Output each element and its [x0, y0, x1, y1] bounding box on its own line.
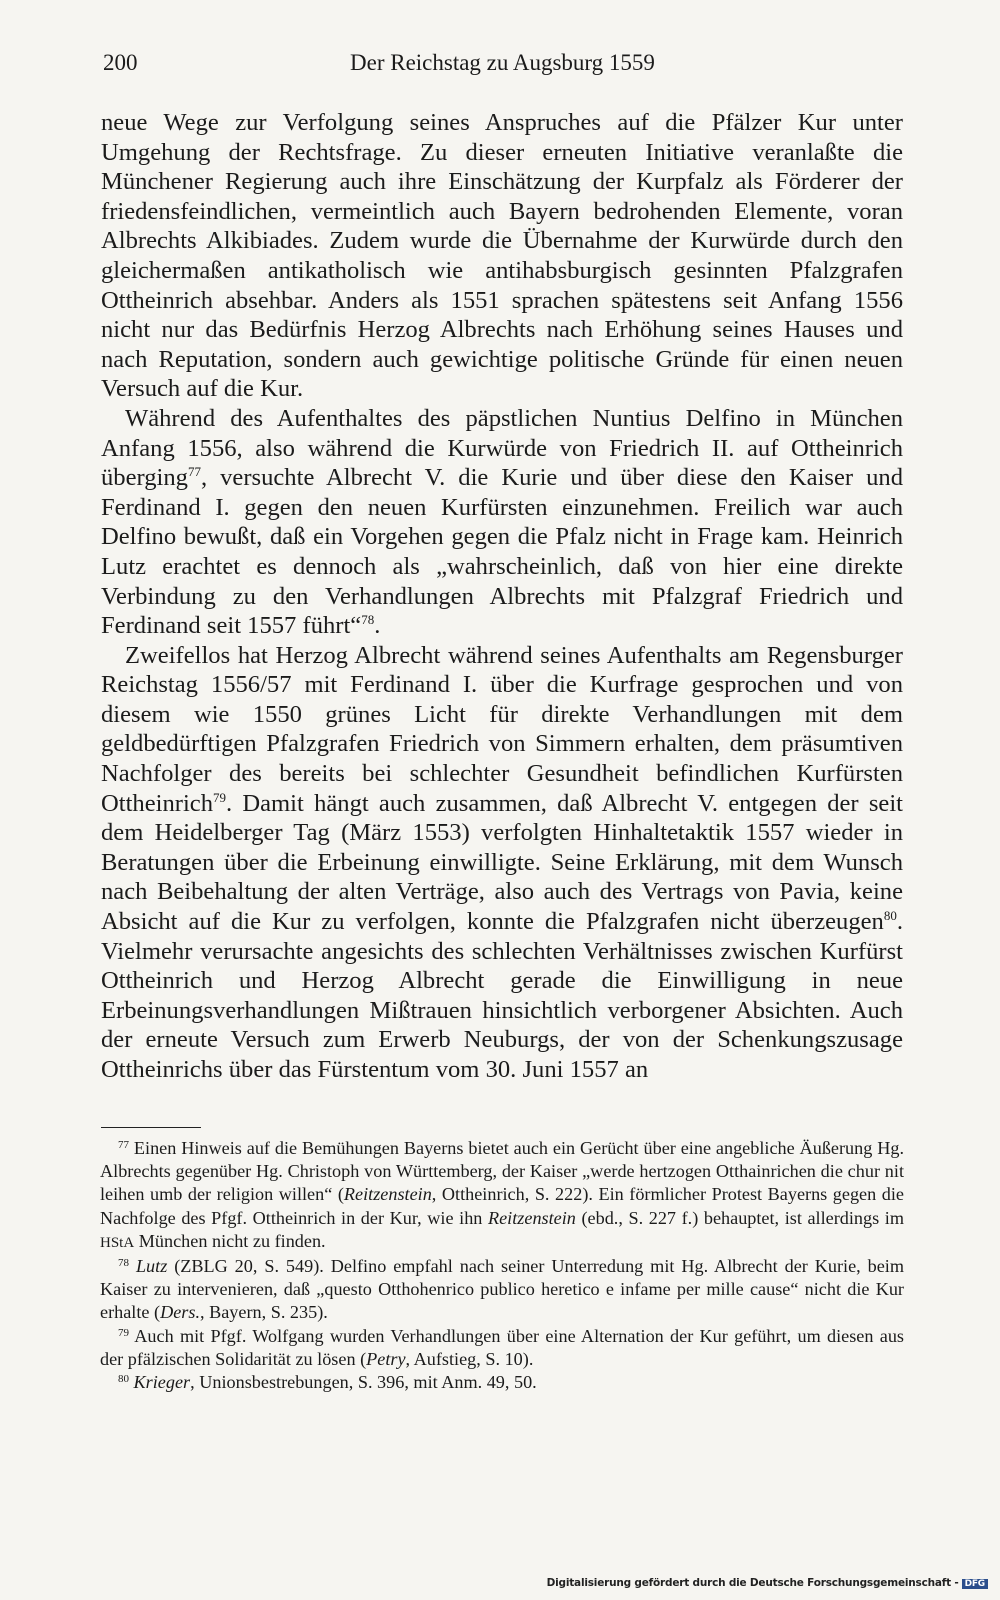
footnote-text: (ebd., S. 227 f.) behauptet, ist allerdings im [575, 1207, 904, 1228]
paragraph [101, 404, 903, 641]
paragraph-text: Zweifellos hat Herzog Albrecht während seines Aufenthalts am Regensburger Reichstag 1556/57 mit Ferdinand I. über die Kurfrage gesprochen und von diesem wie 1550 grünes Licht für direkte Verhandlungen mit dem geldbedürftigen Pfalzgrafen Friedrich von Simmern erhalten, dem präsumtiven Nachfolger des bereits bei schlechter Gesundheit befindlichen Kurfürsten Ottheinrich [101, 641, 903, 817]
footnote-text: , Aufstieg, S. 10). [405, 1348, 534, 1369]
footnote-79 [100, 1325, 904, 1371]
footnote-citation: Lutz [135, 1256, 168, 1277]
footnote-ref[interactable]: 78 [361, 612, 375, 628]
footnote-text: Auch mit Pfgf. Wolfgang wurden Verhandlungen über eine Alternation der Kur geführt, um diesen aus der pfälzischen Solidarität zu lösen ( [100, 1325, 904, 1369]
digitization-text: Digitalisierung gefördert durch die Deutsche Forschungsgemeinschaft - [546, 1577, 959, 1589]
footnote-citation: Petry [366, 1348, 406, 1369]
footnote-text: Einen Hinweis auf die Bemühungen Bayerns bietet auch ein Gerücht über eine angebliche Äußerung Hg. Albrechts gegenüber Hg. Christoph von Württemberg, der Kaiser „werde hertzogen Otthainrichen die chur nit leihen umb der religion willen“ ( [100, 1138, 904, 1205]
footnote-78 [100, 1255, 904, 1325]
footnote-number: 79 [118, 1326, 129, 1339]
footnote-ref[interactable]: 80 [883, 908, 897, 924]
footnote-citation: Ders. [160, 1302, 200, 1323]
footnote-77 [100, 1137, 904, 1255]
footnote-80 [100, 1371, 904, 1394]
footnote-ref[interactable]: 77 [187, 464, 201, 480]
paragraph-text: . Damit hängt auch zusammen, daß Albrecht V. entgegen der seit dem Heidelberger Tag (März 1553) verfolgten Hinhaltetaktik 1557 wieder in Beratungen über die Erbeinung einwilligte. Seine Erklärung, mit dem Wunsch nach Beibehaltung der alten Verträge, also auch des Vertrags von Pavia, keine Absicht auf die Kur zu verfolgen, konnte die Pfalzgrafen nicht überzeugen [101, 789, 903, 936]
footnote-divider [101, 1127, 201, 1128]
body-text [101, 108, 903, 1085]
paragraph-text: . [374, 612, 381, 640]
footnote-text: , Ottheinrich, S. 222). Ein förmlicher Protest Bayerns gegen die Nachfolge des Pfgf. Ottheinrich in der Kur, wie ihn [100, 1184, 904, 1228]
footnote-abbreviation: HStA [100, 1234, 135, 1251]
footnote-text: , Bayern, S. 235). [200, 1302, 328, 1323]
paragraph [101, 641, 903, 1085]
footnote-text: (ZBLG 20, S. 549). Delfino empfahl nach seiner Unterredung mit Hg. Albrecht der Kurie, beim Kaiser zu intervenieren, daß „questo Otthohenrico publico heretico e infame per mille cause“ nicht die Kur erhalte ( [100, 1256, 905, 1323]
paragraph-text: neue Wege zur Verfolgung seines Anspruches auf die Pfälzer Kur unter Umgehung der Rechtsfrage. Zu dieser erneuten Initiative veranlaßte die Münchener Regierung auch ihre Einschätzung der Kurpfalz als Förderer der friedensfeindlichen, vermeintlich auch Bayern bedrohenden Elemente, voran Albrechts Alkibiades. Zudem wurde die Übernahme der Kurwürde durch den gleichermaßen antikatholisch wie antihabsburgisch gesinnten Pfalzgrafen Ottheinrich absehbar. Anders als 1551 sprachen spätestens seit Anfang 1556 nicht nur das Bedürfnis Herzog Albrechts nach Erhöhung seines Hauses und nach Reputation, sondern auch gewichtige politische Gründe für einen neuen Versuch auf die Kur. [101, 109, 903, 403]
page-number: 200 [103, 50, 138, 75]
footnotes [100, 1137, 904, 1394]
footnote-number: 78 [118, 1257, 129, 1270]
paragraph-text: Während des Aufenthaltes des päpstlichen Nuntius Delfino in München Anfang 1556, also während die Kurwürde von Friedrich II. auf Ottheinrich überging [101, 404, 903, 492]
footnote-ref[interactable]: 79 [213, 789, 227, 805]
footnote-number: 80 [118, 1373, 129, 1386]
footnote-citation: Krieger [133, 1372, 191, 1393]
footnote-citation: Reitzenstein [488, 1207, 576, 1228]
paragraph [101, 108, 903, 404]
paragraph-text: , versuchte Albrecht V. die Kurie und über diese den Kaiser und Ferdinand I. gegen den neuen Kurfürsten einzunehmen. Freilich war auch Delfino bewußt, daß ein Vorgehen gegen die Pfalz nicht in Frage kam. Heinrich Lutz erachtet es dennoch als „wahrscheinlich, daß von hier eine direkte Verbindung zu den Verhandlungen Albrechts mit Pfalzgraf Friedrich und Ferdinand seit 1557 führt“ [101, 464, 903, 640]
footnote-text: München nicht zu finden. [134, 1230, 326, 1251]
paragraph-text: . Vielmehr verursachte angesichts des schlechten Verhältnisses zwischen Kurfürst Ottheinrich und Herzog Albrecht gerade die Einwilligung in neue Erbeinungsverhandlungen Mißtrauen hinsichtlich verborgener Absichten. Auch der erneute Versuch zum Erwerb Neuburgs, der von der Schenkungszusage Ottheinrichs über das Fürstentum vom 30. Juni 1557 an [101, 908, 903, 1083]
running-title: Der Reichstag zu Augsburg 1559 [350, 50, 655, 75]
digitization-notice [547, 1577, 988, 1589]
footnote-citation: Reitzenstein [343, 1184, 432, 1205]
footnote-text: , Unionsbestrebungen, S. 396, mit Anm. 49, 50. [190, 1372, 537, 1393]
footnote-number: 77 [118, 1139, 129, 1151]
dfg-logo: DFG [962, 1579, 988, 1589]
